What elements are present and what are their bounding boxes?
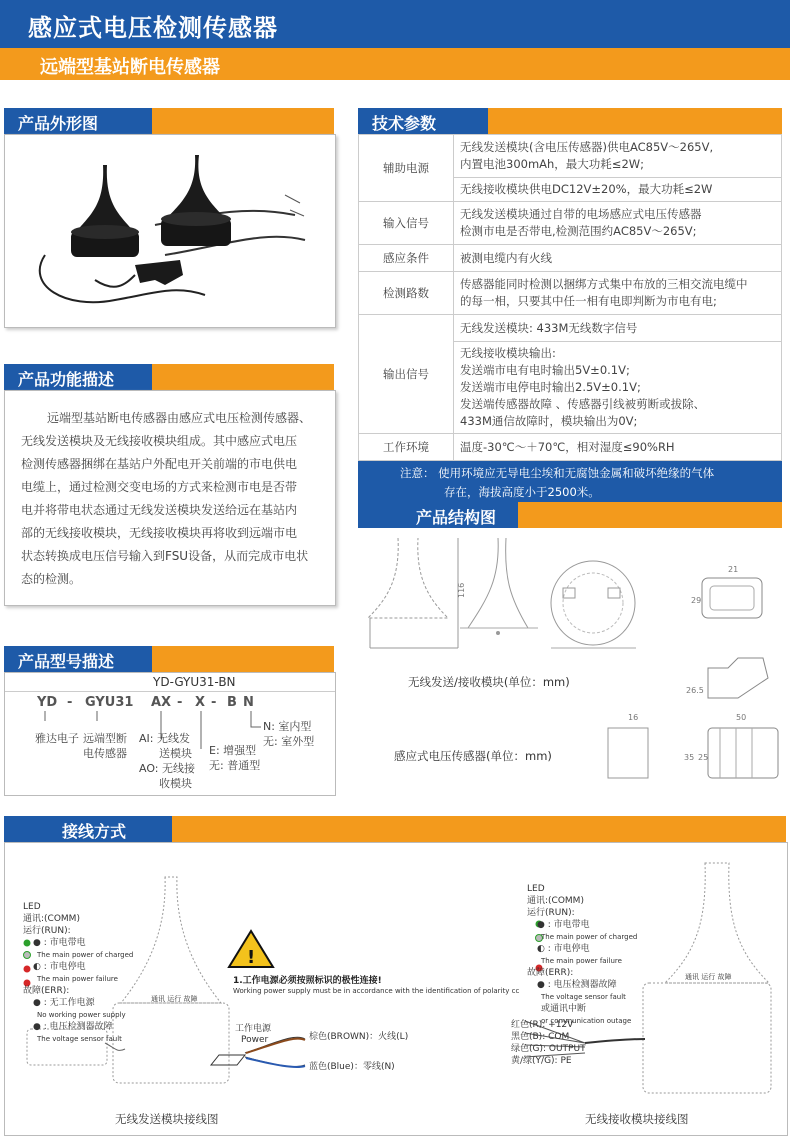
left-led-legend — [23, 901, 133, 1045]
led-line: LED — [23, 902, 41, 912]
spec-row-input — [359, 202, 782, 245]
desc-line: N: 室内型 — [263, 720, 312, 733]
text-line: 检测传感器捆绑在基站户外配电开关前端的市电供电 — [21, 457, 298, 471]
section-title: 产品外形图 — [18, 114, 99, 133]
led-line: The voltage sensor fault — [541, 993, 626, 1001]
spec-row-sense — [359, 245, 782, 272]
led-line: ● : 无工作电源 — [33, 998, 95, 1008]
spec-row-channels — [359, 272, 782, 315]
right-led-legend — [527, 883, 637, 1027]
spec-line: 传感器能同时检测以捆绑方式集中布放的三相交流电缆中 — [460, 277, 748, 291]
model-desc — [209, 743, 260, 773]
page-subtitle: 远端型基站断电传感器 — [40, 57, 220, 78]
spec-line: 发送端市电停电时输出2.5V±0.1V; — [460, 380, 641, 394]
model-part: - — [211, 695, 217, 710]
spec-row-output — [359, 315, 782, 342]
desc-line: E: 增强型 — [209, 744, 257, 757]
dim-16: 16 — [628, 713, 639, 722]
spec-value — [454, 135, 782, 178]
led-line: No working power supply — [37, 1011, 126, 1019]
page-title: 感应式电压检测传感器 — [28, 14, 278, 42]
spec-value — [454, 272, 782, 315]
model-part: N — [243, 695, 254, 710]
section-header-wiring — [4, 816, 786, 842]
note-line: 注意： 使用环境应无导电尘埃和无腐蚀金属和破坏绝缘的气体 — [400, 466, 715, 480]
dim-26-5: 26.5 — [686, 686, 704, 695]
dim-50: 50 — [736, 713, 747, 722]
svg-text:!: ! — [247, 947, 256, 968]
wiring-caption-send: 无线发送模块接线图 — [115, 1112, 219, 1126]
spec-value: 被测电缆内有火线 — [454, 245, 782, 272]
section-header-model — [4, 646, 334, 672]
desc-line: 无: 室外型 — [263, 735, 315, 748]
structure-drawings — [358, 528, 782, 790]
model-part: - — [177, 695, 183, 710]
model-part: GYU31 — [85, 695, 134, 710]
led-line: ● : 市电带电 — [537, 920, 590, 930]
section-title: 产品型号描述 — [18, 652, 115, 671]
led-line: The voltage sensor fault — [37, 1035, 122, 1043]
text-line: 远端型基站断电传感器由感应式电压检测传感器、 — [47, 411, 312, 425]
dim-21: 21 — [728, 565, 739, 574]
spec-key: 感应条件 — [359, 245, 454, 272]
led-line: ● : 电压检测器故障 — [33, 1022, 113, 1032]
spec-value: 温度-30℃～＋70℃，相对湿度≤90%RH — [454, 434, 782, 461]
desc-line: 收模块 — [159, 777, 192, 790]
led-line: 故障(ERR): — [23, 986, 70, 996]
model-desc — [263, 719, 314, 749]
power-label-en: Power — [241, 1035, 269, 1045]
specs-table — [358, 134, 782, 461]
model-part: B — [227, 695, 237, 710]
text-line: 状态转换成电压信号输入到FSU设备，从而完成市电状 — [21, 549, 309, 563]
wire-line: 红色(R): +12V — [511, 1020, 574, 1030]
led-line: ◐ : 市电停电 — [537, 944, 590, 954]
wiring-caption-receive: 无线接收模块接线图 — [585, 1112, 689, 1126]
wire-line: 绿色(G): OUTPUT — [511, 1044, 586, 1054]
spec-value: 无线接收模块供电DC12V±20%，最大功耗≤2W — [454, 178, 782, 202]
warning-text-en: Working power supply must be in accordance with the identification of polarity cc — [233, 987, 520, 995]
warning-text: 1.工作电源必须按照标识的极性连接! — [233, 976, 382, 986]
subtitle-bar — [0, 48, 790, 80]
model-desc: 雅达电子 — [35, 732, 79, 745]
led-line: 故障(ERR): — [527, 968, 574, 978]
dim-29: 29 — [691, 596, 702, 605]
product-photo — [5, 135, 335, 327]
power-label-cn: 工作电源 — [235, 1024, 272, 1034]
led-line: ● : 市电带电 — [33, 938, 86, 948]
model-desc — [83, 731, 127, 761]
led-line: 通讯:(COMM) — [527, 896, 584, 906]
text-line: 电缆上，通过检测交变电场的方式来检测市电是否带 — [21, 480, 298, 494]
brown-wire-label: 棕色(BROWN)：火线(L) — [309, 1032, 409, 1042]
led-line: The main power of charged — [541, 933, 638, 941]
function-text — [21, 407, 327, 591]
wire-line: 黑色(B): COM — [511, 1032, 570, 1042]
title-bar — [0, 0, 790, 48]
spec-value — [454, 342, 782, 434]
spec-value — [454, 202, 782, 245]
right-device-label: 通讯 运行 故障 — [685, 973, 732, 981]
spec-line: 无线发送模块通过自带的电场感应式电压传感器 — [460, 207, 702, 221]
led-line: or communication outage — [541, 1017, 632, 1025]
section-header-structure — [358, 502, 782, 528]
section-header-function — [4, 364, 334, 390]
model-part: - — [67, 695, 73, 710]
spec-key: 输出信号 — [359, 315, 454, 434]
desc-line: 电传感器 — [83, 747, 127, 760]
spec-line: 433M通信故障时，模块输出为0V; — [460, 414, 638, 428]
led-line: 或通讯中断 — [541, 1004, 587, 1014]
spec-line: 的每一相，只要其中任一相有电即判断为市电有电; — [460, 294, 717, 308]
right-wire-legend — [511, 1019, 586, 1067]
spec-value: 无线发送模块: 433M无线数字信号 — [454, 315, 782, 342]
text-line: 电并将带电状态通过无线发送模块发送给远在基站内 — [21, 503, 298, 517]
desc-line: 送模块 — [159, 747, 192, 760]
spec-line: 发送端市电有电时输出5V±0.1V; — [460, 363, 630, 377]
dim-116: 116 — [457, 582, 466, 598]
spec-row-env — [359, 434, 782, 461]
spec-key: 辅助电源 — [359, 135, 454, 202]
model-part: YD — [37, 695, 58, 710]
left-device-label: 通讯 运行 故障 — [151, 995, 198, 1003]
section-header-specs — [358, 108, 782, 134]
blue-wire-label: 蓝色(Blue)：零线(N) — [309, 1062, 395, 1072]
section-title: 技术参数 — [372, 114, 437, 133]
text-line: 无线发送模块及无线接收模块组成。其中感应式电压 — [21, 434, 298, 448]
led-line: 通讯:(COMM) — [23, 914, 80, 924]
led-line: 运行(RUN): — [23, 926, 71, 936]
spec-row-aux — [359, 135, 782, 178]
section-title: 产品功能描述 — [18, 370, 115, 389]
spec-key: 检测路数 — [359, 272, 454, 315]
text-line: 态的检测。 — [21, 572, 82, 586]
section-header-appearance — [4, 108, 334, 134]
spec-line: 无线接收模块输出: — [460, 346, 556, 360]
function-panel — [4, 390, 336, 606]
spec-line: 检测市电是否带电,检测范围约AC85V～265V; — [460, 224, 697, 238]
specs-table-wrap — [358, 134, 782, 506]
led-line: The main power of charged — [37, 951, 134, 959]
led-line: The main power failure — [37, 975, 118, 983]
spec-line: 内置电池300mAh，最大功耗≤2W; — [460, 157, 645, 171]
model-part: AX — [151, 695, 172, 710]
spec-key: 工作环境 — [359, 434, 454, 461]
desc-line: AI: 无线发 — [139, 732, 190, 745]
desc-line: 无: 普通型 — [209, 759, 261, 772]
desc-line: AO: 无线接 — [139, 762, 195, 775]
product-photo-panel — [4, 134, 336, 328]
text-line: 部的无线接收模块，无线接收模块再将收到远端市电 — [21, 526, 298, 540]
dim-35: 35 — [684, 753, 695, 762]
model-panel — [4, 672, 336, 796]
wire-line: 黄/绿(Y/G): PE — [511, 1056, 572, 1066]
structure-caption-module: 无线发送/接收模块(单位：mm) — [408, 675, 570, 689]
section-title: 接线方式 — [62, 822, 127, 841]
led-line: The main power failure — [541, 957, 622, 965]
note-line: 存在，海拔高度小于2500米。 — [444, 485, 600, 499]
desc-line: 远端型断 — [83, 732, 127, 745]
spec-note — [358, 461, 782, 506]
led-line: LED — [527, 884, 545, 894]
model-full: YD-GYU31-BN — [153, 675, 236, 689]
section-title: 产品结构图 — [416, 508, 497, 527]
structure-caption-sensor: 感应式电压传感器(单位：mm) — [394, 749, 552, 763]
spec-key: 输入信号 — [359, 202, 454, 245]
model-part: X — [195, 695, 206, 710]
dim-25: 25 — [698, 753, 709, 762]
led-line: ● : 电压检测器故障 — [537, 980, 617, 990]
wiring-panel — [4, 842, 788, 1136]
led-line: 运行(RUN): — [527, 908, 575, 918]
spec-line: 发送端传感器故障 、传感器引线被剪断或拔除、 — [460, 397, 706, 411]
led-line: ◐ : 市电停电 — [33, 962, 86, 972]
model-desc — [139, 731, 195, 791]
spec-line: 无线发送模块(含电压传感器)供电AC85V～265V, — [460, 140, 714, 154]
